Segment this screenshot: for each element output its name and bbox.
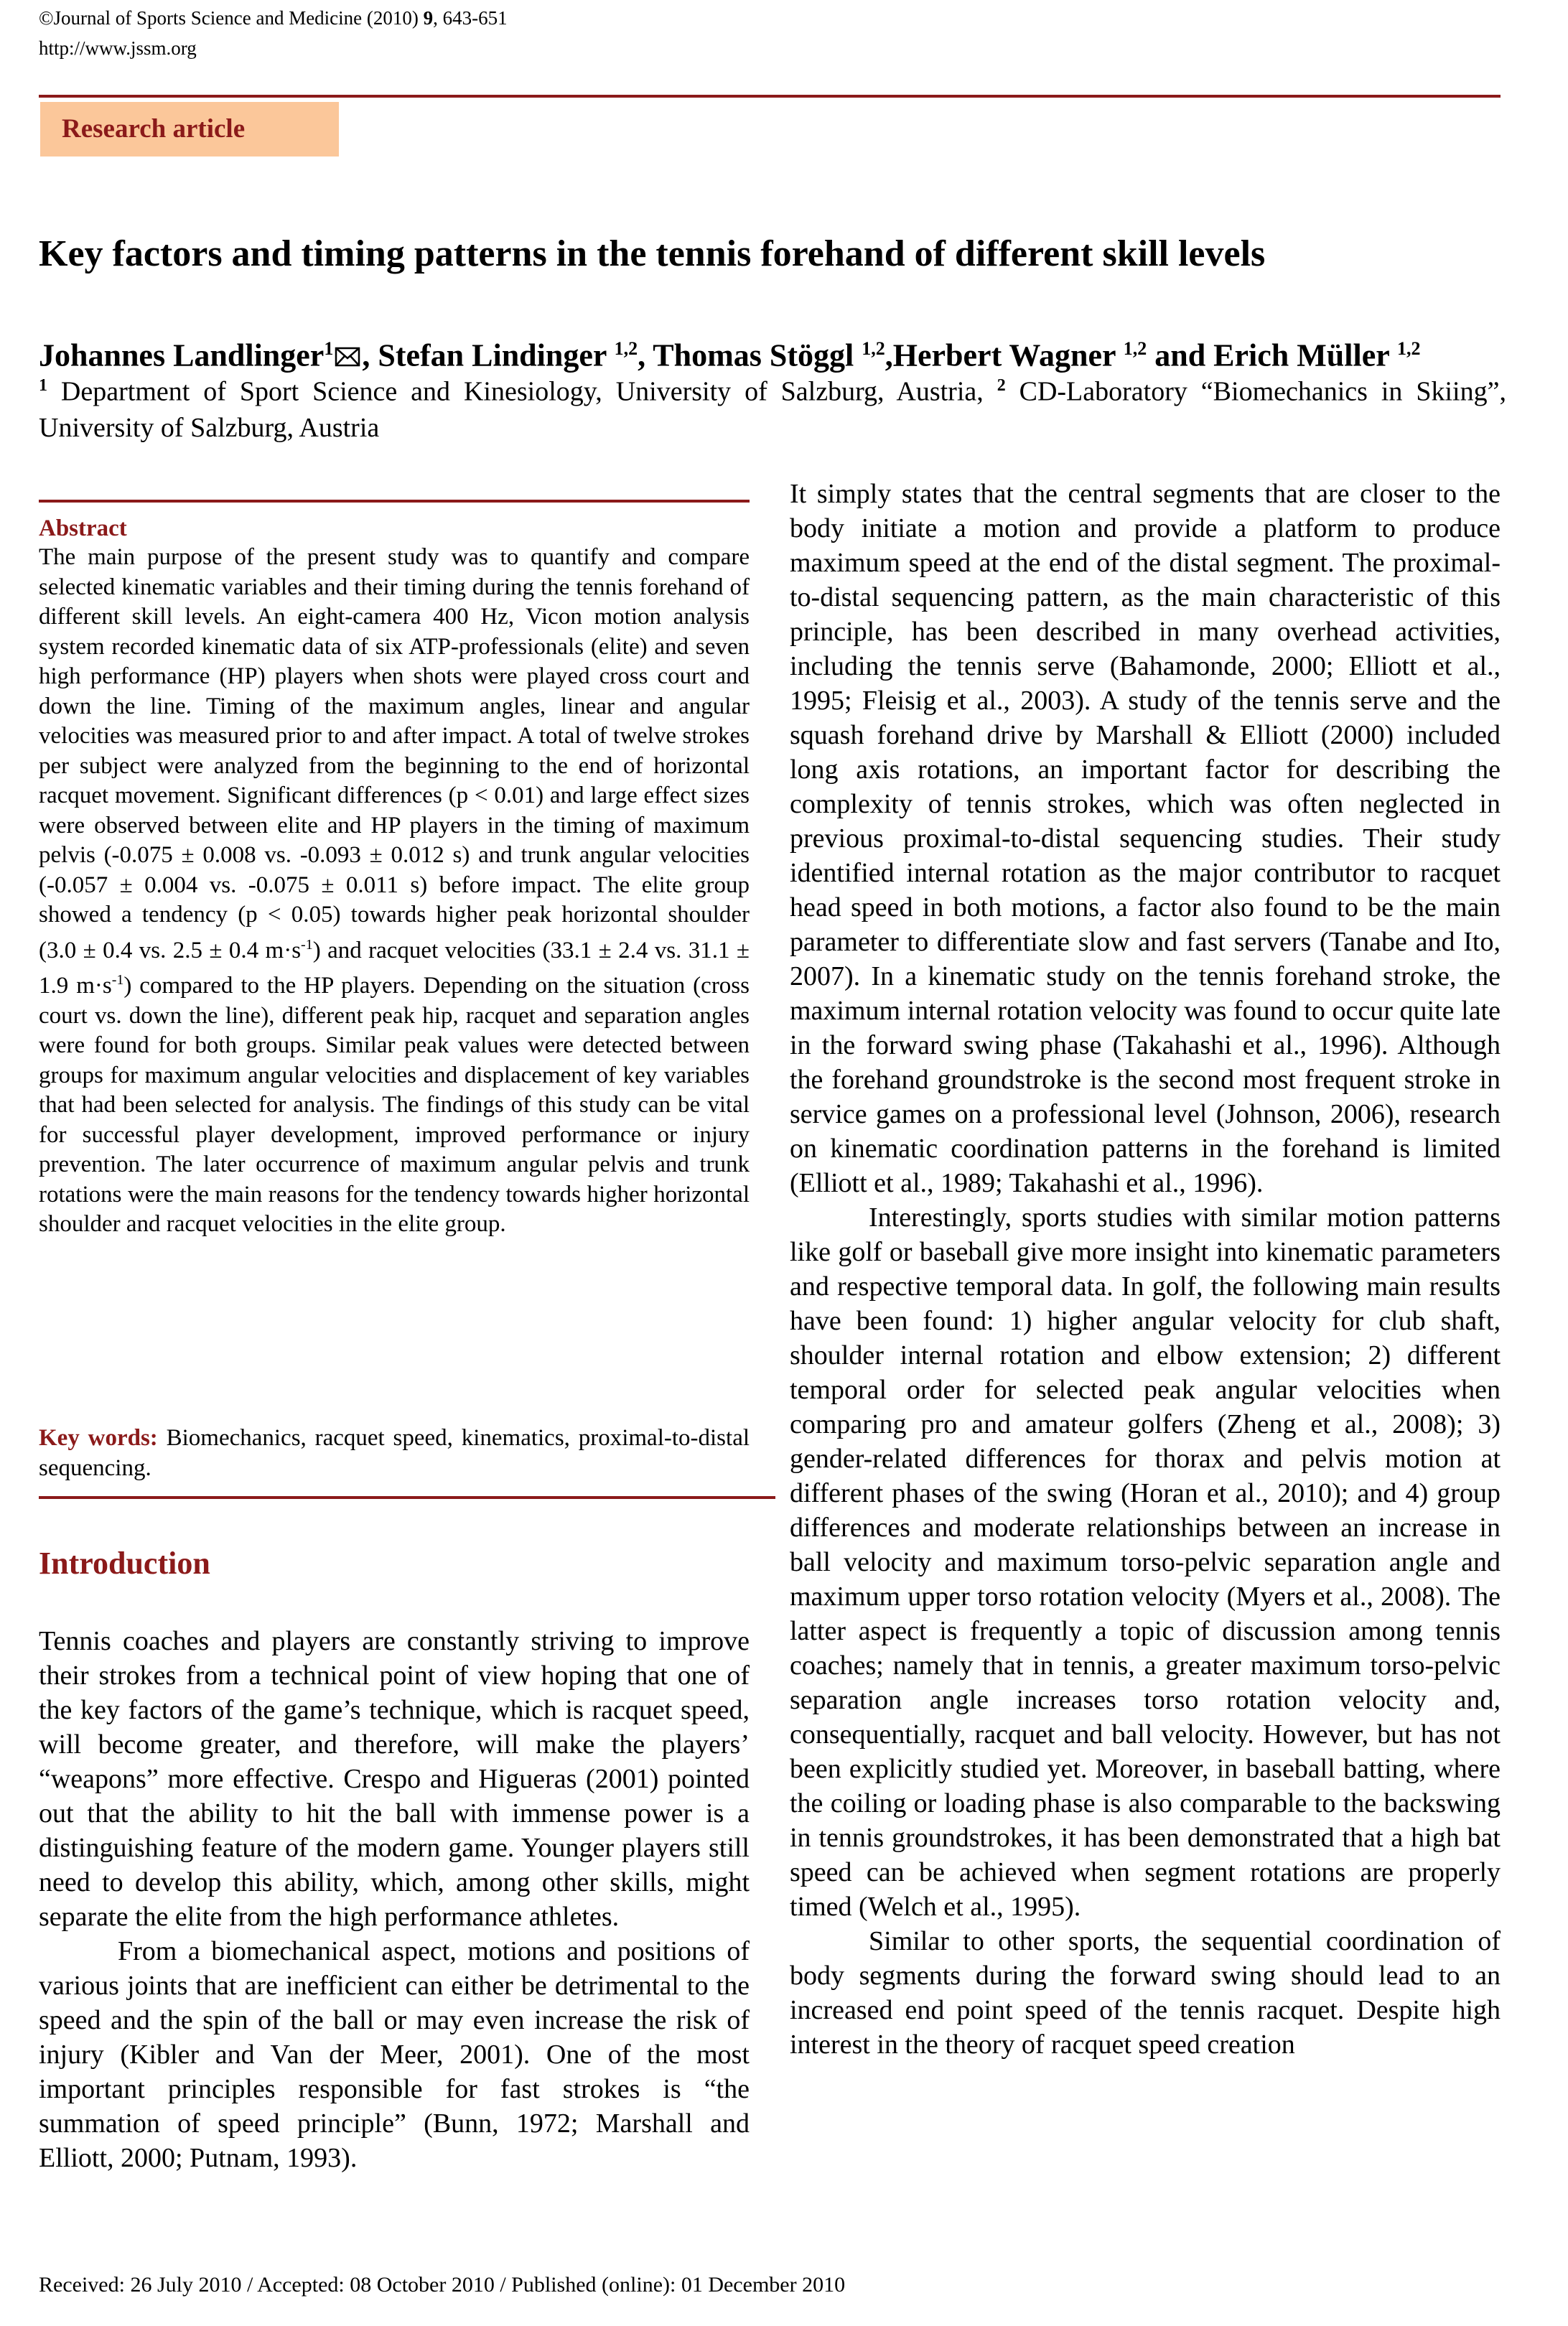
abstract-bottom-rule	[39, 1496, 775, 1499]
journal-citation: ©Journal of Sports Science and Medicine (2010) 9, 643-651	[39, 7, 508, 29]
keywords: Key words: Biomechanics, racquet speed, kinematics, proximal-to-distal sequencing.	[39, 1425, 750, 1481]
header-rule	[39, 95, 1501, 98]
left-column-body	[39, 1624, 750, 2175]
affiliations: $^1$ Department of Sport Science and Kinesiology, University of Salzburg, Austria, $^2$ CD-Laboratory “Biomechanics in Skiing”, University of Salzburg, Austria	[39, 376, 1506, 443]
abstract-top-rule	[39, 500, 750, 503]
envelope-icon[interactable]	[335, 346, 360, 368]
introduction-heading: Introduction	[39, 1546, 210, 1581]
article-type-badge: Research article	[40, 102, 339, 157]
right-paragraph-3: Similar to other sports, the sequential coordination of body segments during the forward swing should lead to an increased end point speed of the tennis racquet. Despite high interest in the theory of racquet speed creation	[790, 1926, 1501, 2060]
abstract-body: The main purpose of the present study was to quantify and compare selected kinematic variables and their timing during the tennis forehand of different skill levels. An eight-camera 400 Hz, Vicon motion analysis system recorded kinematic data of six ATP-professionals (elite) and seven high performance (HP) players when shots were played cross court and down the line. Timing of the maximum angles, linear and angular velocities was measured prior to and after impact. A total of twelve strokes per subject were analyzed from the beginning to the end of horizontal racquet movement. Significant differences (p < 0.01) and large effect sizes were observed between elite and HP players in the timing of maximum pelvis (-0.075 ± 0.008 vs. -0.093 ± 0.012 s) and trunk angular velocities (-0.057 ± 0.004 vs. -0.075 ± 0.011 s) before impact. The elite group showed a tendency (p < 0.05) towards higher peak horizontal shoulder (3.0 ± 0.4 vs. 2.5 ± 0.4 $m\cdot s^{-1}$) and racquet velocities (33.1 ± 2.4 vs. 31.1 ± 1.9 $m\cdot s^{-1}$) compared to the HP players. Depending on the situation (cross court vs. down the line), different peak hip, racquet and separation angles were found for both groups. Similar peak values were detected between groups for maximum angular velocities and displacement of key variables that had been selected for analysis. The findings of this study can be vital for successful player development, improved performance or injury prevention. The later occurrence of maximum angular pelvis and trunk rotations were the main reasons for the tendency towards higher horizontal shoulder and racquet velocities in the elite group.	[39, 544, 750, 1237]
right-paragraph-2: Interestingly, sports studies with similar motion patterns like golf or baseball give more insight into kinematic parameters and respective temporal data. In golf, the following main results have been found: 1) higher angular velocity for club shaft, shoulder internal rotation and elbow extension; 2) different temporal order for selected peak angular velocities when comparing pro and amateur golfers (Zheng et al., 2008); 3) gender-related differences for thorax and pelvis motion at different phases of the swing (Horan et al., 2010); and 4) group differences and moderate relationships between an increase in ball velocity and maximum torso-pelvic separation angle and maximum upper torso rotation velocity (Myers et al., 2008). The latter aspect is frequently a topic of discussion among tennis coaches; namely that in tennis, a greater maximum torso-pelvic separation angle increases torso rotation velocity and, consequentially, racquet and ball velocity. However, but has not been explicitly studied yet. Moreover, in baseball batting, where the coiling or loading phase is also comparable to the backswing in tennis groundstrokes, it has been demonstrated that a high bat speed can be achieved when segment rotations are properly timed (Welch et al., 1995).	[790, 1202, 1501, 1922]
publication-dates: Received: 26 July 2010 / Accepted: 08 October 2010 / Published (online): 01 December 2010	[39, 2273, 846, 2297]
right-column-body	[790, 477, 1501, 2062]
right-paragraph-1: It simply states that the central segments that are closer to the body initiate a motion and provide a platform to produce maximum speed at the end of the distal segment. The proximal-to-distal sequencing pattern, as the main characteristic of this principle, has been described in many overhead activities, including the tennis serve (Bahamonde, 2000; Elliott et al., 1995; Fleisig et al., 2003). A study of the tennis serve and the squash forehand drive by Marshall & Elliott (2000) included long axis rotations, an important factor for describing the complexity of tennis strokes, which was often neglected in previous proximal-to-distal sequencing studies. Their study identified internal rotation as the major contributor to racquet head speed in both motions, a factor also found to be the main parameter to differentiate slow and fast servers (Tanabe and Ito, 2007). In a kinematic study on the tennis forehand stroke, the maximum internal rotation velocity was found to occur quite late in the forward swing phase (Takahashi et al., 1996). Although the forehand groundstroke is the second most frequent stroke in service games on a professional level (Johnson, 2006), research on kinematic coordination patterns in the forehand is limited (Elliott et al., 1989; Takahashi et al., 1996).	[790, 479, 1501, 1198]
author-list: Johannes Landlinger$^1$ , Stefan Lindinger $^{1,2}$, Thomas Stöggl $^{1,2}$,Herbert Wagner $^{1,2}$ and Erich Müller $^{1,2}$	[39, 337, 1421, 373]
intro-paragraph-2: From a biomechanical aspect, motions and positions of various joints that are inefficient can either be detrimental to the speed and the spin of the ball or may even increase the risk of injury (Kibler and Van der Meer, 2001). One of the most important principles responsible for fast strokes is “the summation of speed principle” (Bunn, 1972; Marshall and Elliott, 2000; Putnam, 1993).	[39, 1936, 750, 2173]
intro-paragraph-1: Tennis coaches and players are constantly striving to improve their strokes from a technical point of view hoping that one of the key factors of the game’s technique, which is racquet speed, will become greater, and therefore, will make the players’ “weapons” more effective. Crespo and Higueras (2001) pointed out that the ability to hit the ball with immense power is a distinguishing feature of the modern game. Younger players still need to develop this ability, which, among other skills, might separate the elite from the high performance athletes.	[39, 1626, 750, 1932]
abstract-heading: Abstract	[39, 515, 127, 541]
paper-title: Key factors and timing patterns in the tennis forehand of different skill levels	[39, 233, 1266, 274]
journal-url[interactable]: http://www.jssm.org	[39, 37, 197, 59]
abstract-section	[39, 514, 750, 1240]
